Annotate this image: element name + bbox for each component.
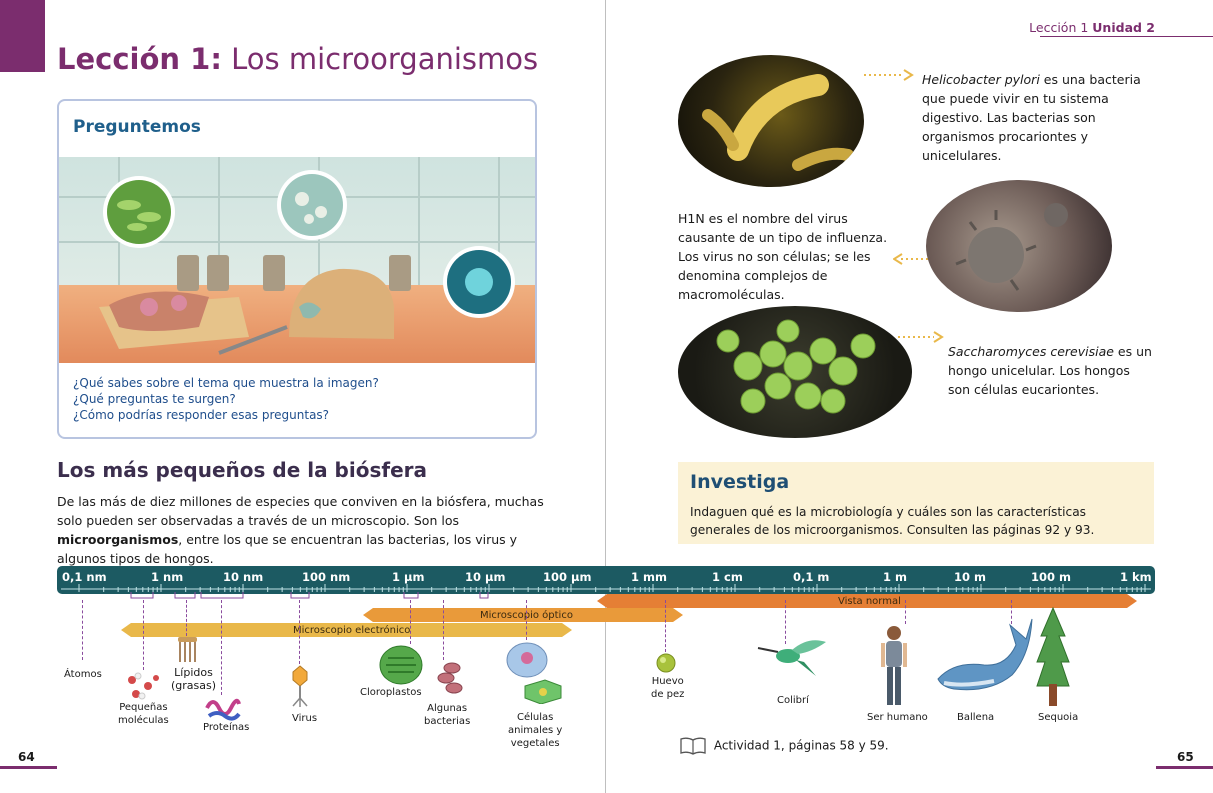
- leader-virus: [299, 600, 300, 664]
- leader-humano: [905, 600, 906, 624]
- label-huevo: Huevo de pez: [651, 676, 685, 700]
- leader-atomos: [82, 600, 83, 660]
- preguntemos-question-2: ¿Qué preguntas te surgen?: [73, 392, 236, 406]
- bacteria-icon: [432, 660, 468, 698]
- activity-reference: Actividad 1, páginas 58 y 59.: [680, 737, 889, 755]
- fish-egg-icon: [655, 652, 677, 674]
- preguntemos-box: [57, 99, 537, 439]
- leader-lipidos: [186, 600, 187, 636]
- book-icon: [680, 737, 706, 755]
- h1n-caption: H1N es el nombre del virus causante de un tipo de influenza. Los virus no son células; se les denomina complejos de macromoléculas.: [678, 211, 888, 302]
- leader-bacterias: [443, 600, 444, 660]
- size-brackets-2: [400, 590, 490, 602]
- scale-label-1: 1 nm: [151, 570, 184, 584]
- scale-label-10: 1 m: [883, 570, 907, 584]
- label-moleculas: Pequeñas moléculas: [118, 702, 169, 726]
- leader-celulas: [526, 600, 527, 640]
- helicobacter-image: [678, 55, 864, 187]
- helicobacter-caption: Helicobacter pylori es una bacteria que puede vivir en tu sistema digestivo. Las bacterias son organismos procariontes y unicelulares.: [922, 72, 1141, 163]
- running-header: Lección 1 Unidad 2: [1029, 20, 1155, 35]
- preguntemos-question-3: ¿Cómo podrías responder esas preguntas?: [73, 408, 330, 422]
- label-lipidos: Lípidos (grasas): [171, 666, 217, 692]
- corner-tab: [0, 0, 45, 72]
- investiga-text: Indaguen qué es la microbiología y cuáles son las características generales de los microorganismos. Consulten las páginas 92 y 93.: [690, 505, 1095, 537]
- virus-icon: [290, 664, 310, 708]
- label-ballena: Ballena: [957, 712, 995, 723]
- arrow-helicobacter: [864, 68, 914, 82]
- page-bar-left: [0, 766, 57, 769]
- leader-proteinas: [221, 600, 222, 695]
- label-sequoia: Sequoia: [1038, 712, 1079, 723]
- scale-label-7: 1 mm: [631, 570, 667, 584]
- scale-label-3: 100 nm: [302, 570, 351, 584]
- label-bacterias: Algunas bacterias: [424, 703, 471, 727]
- protein-icon: [203, 694, 241, 722]
- range-label-normal: Vista normal: [838, 596, 901, 607]
- sequoia-icon: [1035, 606, 1071, 708]
- label-atomos: Átomos: [64, 669, 102, 680]
- section-title: Los más pequeños de la biósfera: [57, 458, 427, 482]
- label-colibri: Colibrí: [777, 695, 809, 706]
- scale-label-9: 0,1 m: [793, 570, 830, 584]
- scale-label-13: 1 km: [1120, 570, 1152, 584]
- investiga-box: [678, 462, 1154, 544]
- scale-label-0: 0,1 nm: [62, 570, 107, 584]
- molecules-icon: [120, 668, 170, 702]
- label-cloroplastos: Cloroplastos: [360, 687, 422, 698]
- scale-label-8: 1 cm: [712, 570, 743, 584]
- label-celulas: Células animales y vegetales: [508, 712, 563, 749]
- investiga-title: Investiga: [690, 471, 790, 493]
- lipids-icon: [176, 636, 198, 664]
- scale-label-11: 10 m: [954, 570, 986, 584]
- arrow-saccharomyces: [898, 330, 944, 344]
- scale-label-4: 1 µm: [392, 570, 425, 584]
- lesson-title: Lección 1: Los microorganismos: [57, 42, 539, 76]
- scale-label-6: 100 µm: [543, 570, 592, 584]
- scale-label-5: 10 µm: [465, 570, 506, 584]
- leader-cloroplastos: [410, 600, 411, 644]
- range-label-optical: Microscopio óptico: [480, 610, 573, 621]
- scale-label-2: 10 nm: [223, 570, 264, 584]
- leader-moleculas: [143, 600, 144, 670]
- section-body: De las más de diez millones de especies que conviven en la biósfera, muchas solo pueden ser observadas a través de un microscopio. Son los microorganismos, entre los que se encuentran las bacterias, los virus y algunos tipos de hongos.: [57, 494, 544, 566]
- saccharomyces-caption: Saccharomyces cerevisiae es un hongo unicelular. Los hongos son células eucariontes.: [948, 344, 1152, 397]
- h1n-virus-image: [926, 180, 1112, 312]
- running-header-rule: [1040, 36, 1213, 37]
- label-proteinas: Proteínas: [203, 722, 250, 733]
- page-divider: [605, 0, 606, 793]
- size-brackets: [125, 590, 355, 602]
- preguntemos-title: Preguntemos: [73, 117, 201, 137]
- saccharomyces-image: [678, 306, 912, 438]
- page-number-left: 64: [18, 750, 35, 764]
- kitchen-illustration: [59, 157, 535, 363]
- label-humano: Ser humano: [867, 712, 928, 723]
- hummingbird-icon: [752, 634, 828, 682]
- preguntemos-question-1: ¿Qué sabes sobre el tema que muestra la imagen?: [73, 376, 379, 390]
- range-label-electron: Microscopio electrónico: [293, 625, 411, 636]
- human-icon: [876, 624, 912, 710]
- label-virus: Virus: [292, 713, 318, 724]
- whale-icon: [934, 615, 1034, 693]
- scale-label-12: 100 m: [1031, 570, 1071, 584]
- page-bar-right: [1156, 766, 1213, 769]
- leader-huevo: [665, 600, 666, 652]
- cells-icon: [503, 640, 563, 704]
- chloroplast-icon: [378, 644, 424, 686]
- page-number-right: 65: [1177, 750, 1194, 764]
